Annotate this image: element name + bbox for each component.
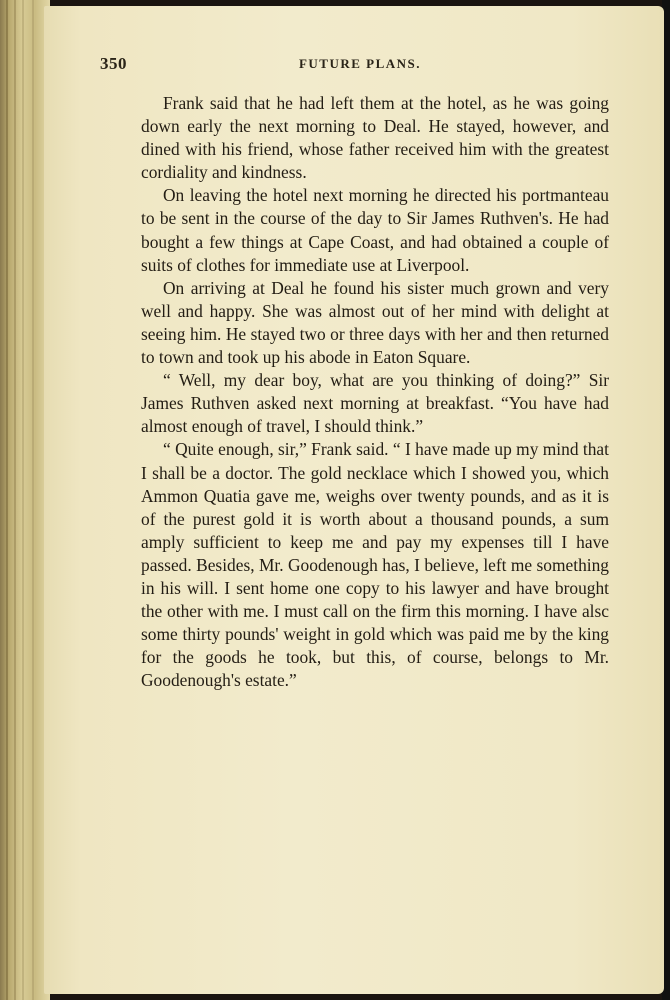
- running-head: FUTURE PLANS.: [298, 56, 422, 71]
- page-number: 350: [100, 54, 127, 73]
- paragraph: “ Quite enough, sir,” Frank said. “ I have made up my mind that I shall be a doctor. The gold necklace which I showed you, which Ammon Quatia gave me, weighs over twenty pounds, and as it is of the purest gold it is worth about a thousand pounds, a sum amply sufficient to keep me and pay my expenses till I have passed. Besides, Mr. Goodenough has, I believe, left me something in his will. I sent home one copy to his lawyer and have brought the other with me. I must call on the firm this morning. I have alsc some thirty pounds' weight in gold which was paid me by the king for the goods he took, but this, of course, belongs to Mr. Goodenough's estate.”: [141, 439, 609, 691]
- paragraph: On leaving the hotel next morning he directed his portmanteau to be sent in the course of the day to Sir James Ruthven's. He had bought a few things at Cape Coast, and had obtained a couple of suits of clothes for immediate use at Liverpool.: [141, 185, 609, 275]
- paragraph: “ Well, my dear boy, what are you thinking of doing?” Sir James Ruthven asked next morning at breakfast. “You have had almost enough of travel, I should think.”: [141, 370, 609, 437]
- book-binding: [0, 0, 50, 1000]
- body-text: [141, 92, 609, 692]
- paragraph: Frank said that he had left them at the hotel, as he was going down early the next morning to Deal. He stayed, however, and dined with his friend, whose father received him with the greatest cordiality and kindness.: [141, 93, 609, 183]
- page-header: [100, 54, 600, 80]
- paragraph: On arriving at Deal he found his sister much grown and very well and happy. She was almost out of her mind with delight at seeing him. He stayed two or three days with her and then returned to town and took up his abode in Eaton Square.: [141, 277, 609, 368]
